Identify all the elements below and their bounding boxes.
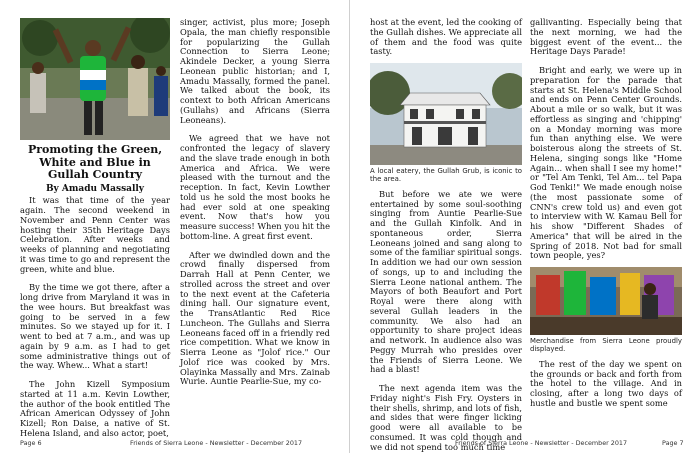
merchandise-photo bbox=[530, 267, 682, 335]
paragraph-gallivanting: gallivanting. Especially being that the next morning, we had the biggest event of the event... the Heritage Days Parade! bbox=[530, 17, 682, 57]
footer-newsletter-left: Friends of Sierra Leone - Newsletter - December 2017 bbox=[130, 439, 303, 447]
article-byline: By Amadu Massally bbox=[45, 183, 145, 194]
newsletter-page-6 bbox=[0, 0, 350, 453]
paragraph-fish-fry: The next agenda item was the Friday night's Fish Fry. Oysters in their shells, shrimp, and lots of fish, and sides that were finger licking good were all available to be consumed. It was cold though and we did not spend too much time bbox=[370, 383, 522, 452]
page7-column-4 bbox=[530, 18, 682, 418]
merchandise-illustration bbox=[530, 267, 682, 335]
page-number-left: Page 6 bbox=[20, 439, 42, 447]
paragraph-legacy: We agreed that we have not confronted the legacy of slavery and the slave trade enough in both America and Africa. We were pleased with the turnout and the reception. In fact, Kevin Lowther told us he sold the most books he had ever sold at one speaking event. Now that's how you measure success! When you hit the bottom-line. A great first event. bbox=[180, 133, 330, 241]
page6-column-1 bbox=[20, 18, 170, 448]
paragraph-parade: Bright and early, we were up in preparation for the parade that starts at St. Helena's Middle School and ends on Penn Center Grounds. About a mile or so walk, but it was effortless as singing and 'chipping' on a Monday morning was more fun than anything else. We were boisterous along the streets of St. Helena, singing songs like "Home Again... when shall I see my home!" or "Tel Am Tenki, Tel Am... tel Papa God Tenki!" We made enough noise (the most passionate some of CNN's crew told us) and even got to interview with W. Kamau Bell for his show "Different Shades of America" that will be aired in the Spring of 2018. Not bad for small town people, yes? bbox=[530, 65, 682, 261]
gullah-grub-illustration bbox=[370, 63, 522, 165]
photo-caption-merchandise: Merchandise from Sierra Leone proudly displayed. bbox=[530, 337, 682, 354]
parade-photo-illustration bbox=[20, 18, 170, 140]
paragraph-panel-rest: book, its context to both African Americans (Gullahs) and Africans (Sierra Leoneans). bbox=[180, 85, 330, 125]
paragraph-host: host at the event, led the cooking of the Gullah dishes. We appreciate all of them and the food was quite tasty. bbox=[370, 17, 522, 57]
gullah-grub-building-photo bbox=[370, 63, 522, 165]
paragraph-intro: It was that time of the year again. The second weekend in November and Penn Center was hosting their 35th Heritage Days Celebration. After weeks and weeks of planning and negotiating it was time to go and represent the green, white and blue. bbox=[20, 195, 170, 274]
article-title: Promoting the Green, White and Blue in Gullah Country bbox=[27, 143, 163, 181]
paragraph-luncheon: After we dwindled down and the crowd finally dispersed from Darrah Hall at Penn Center, we strolled across the street and over to the next event at the Cafeteria dining hall. Our signature event, the TransAtlantic Red Rice Luncheon. The Gullahs and Sierra Leoneans faced off in a friendly red rice competition. What we know in Sierra Leone as "Jolof rice." Our Jolof rice was cooked by Mrs. Olayinka Massally and Mrs. Zainab Wurie. Auntie Pearlie-Sue, my co- bbox=[180, 249, 330, 387]
paragraph-rest-of-day: The rest of the day we spent on the grounds or back and forth from the hotel to the village. And in closing, after a long two days of hustle and bustle we spent some bbox=[530, 358, 682, 408]
page7-column-3 bbox=[370, 18, 522, 461]
page-number-right: Page 7 bbox=[662, 439, 684, 447]
paragraph-arrival: By the time we got there, after a long drive from Maryland it was in the wee hours. But breakfast was going to be served in a few minutes. So we stayed up for it. I went to bed at 7 a.m., and was up again by 9 a.m. as I had to get some administrative things out of the way. Whew... What a start! bbox=[20, 282, 170, 371]
paragraph-symposium: The John Kizell Symposium started at 11 a.m. Kevin Lowther, the author of the book entitled The African American Odyssey of John Kizell; Ron Daise, a native of St. Helena Island, and also actor, poet, bbox=[20, 379, 170, 438]
paragraph-panel bbox=[180, 18, 330, 125]
paragraph-panel-start: singer, activist, plus more; Joseph Opala, the man chiefly responsible for popularizing the Gullah Connection to Sierra Leone; Akindele Decker, a young Sierra Leonean public historian; and I, Amadu Massally, formed the panel. We talked about the bbox=[180, 17, 330, 96]
parade-photo bbox=[20, 18, 170, 140]
photo-caption-gullah-grub: A local eatery, the Gullah Grub, is iconic to the area. bbox=[370, 167, 522, 184]
paragraph-singing: But before we ate we were entertained by some soul-soothing singing from Auntie Pearlie-Sue and the Gullah Kinfolk. And in spontaneous order, Sierra Leoneans joined and sang along to some of the familiar spiritual songs. In addition we had our own session of songs, up to and including the Sierra Leone national anthem. The Mayors of both Beaufort and Port Royal were there along with several Gullah leaders in the community. We also had an opportunity to share project ideas and network. In audience also was Peggy Murrah who presides over the Friends of Sierra Leone. We had a blast! bbox=[370, 188, 522, 375]
page6-column-2 bbox=[180, 18, 330, 396]
newsletter-page-7 bbox=[350, 0, 700, 453]
footer-newsletter-right: Friends of Sierra Leone - Newsletter - December 2017 bbox=[455, 439, 628, 447]
